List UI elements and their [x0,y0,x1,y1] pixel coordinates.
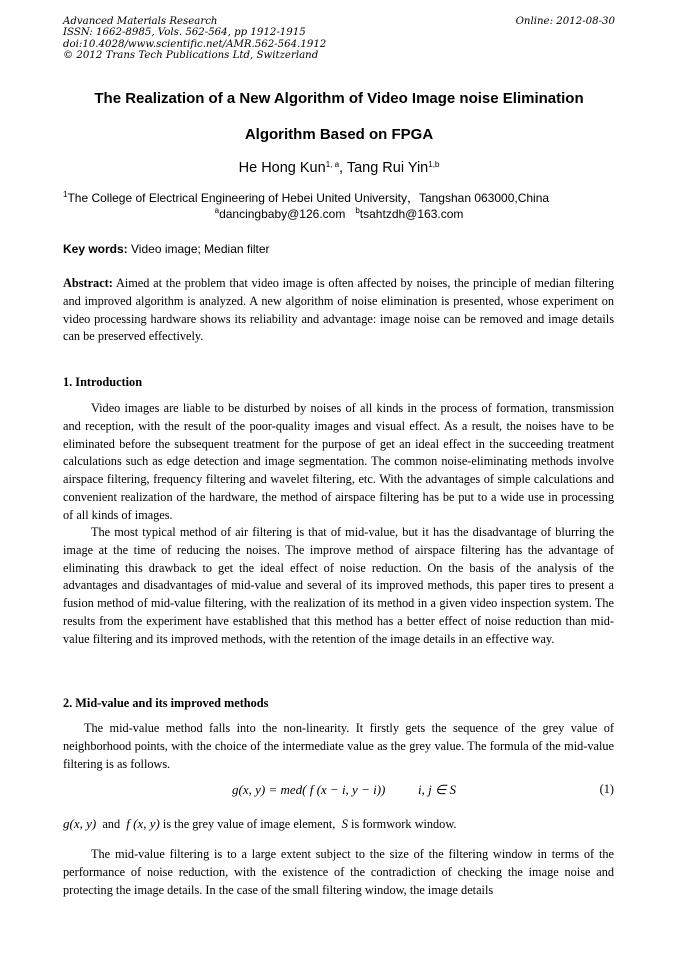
symbol-s: S [341,816,348,831]
def-and: and [96,817,127,831]
affiliation-marker: 1 [63,190,68,199]
issn-line: ISSN: 1662-8985, Vols. 562-564, pp 1912-1915 [63,27,306,39]
email-a[interactable]: dancingbaby@126.com [219,207,346,221]
abstract-label: Abstract: [63,276,113,290]
affiliation [63,189,549,206]
def-mid: is the grey value of image element, [159,817,342,831]
keywords-text: Video image; Median filter [127,242,270,256]
keywords-label: Key words: [63,242,128,256]
journal-name: Advanced Materials Research [63,16,218,27]
author-1: He Hong Kun [238,160,326,176]
paper-title-line-1: The Realization of a New Algorithm of Video Image noise Elimination [94,90,584,107]
section-2-paragraph-1: The mid-value method falls into the non-linearity. It firstly gets the sequence of the grey value of neighborhood points, with the choice of the intermediate value as the grey value. The formula of the mid-value filtering is as follows. [63,721,614,771]
formula-condition: i, j ∈ S [418,782,457,797]
author-2-affil-marker: 1,b [428,160,440,169]
affiliation-text: The College of Electrical Engineering of Hebei United University，Tangshan 063000,China [67,191,550,205]
symbol-definitions [63,816,456,832]
def-end: is formwork window. [347,817,457,831]
author-2: Tang Rui Yin [346,160,429,176]
symbol-g: g(x, y) [63,816,97,831]
author-emails [40,207,638,221]
email-a-marker: a [214,206,220,215]
author-separator: , [339,160,347,176]
symbol-f: f (x, y) [126,816,160,831]
doi-line: doi:10.4028/www.scientific.net/AMR.562-564.1912 [63,38,327,50]
median-filter-formula: g(x, y) = med( f (x − i, y − i)) [232,782,386,797]
email-b-marker: b [355,206,360,215]
copyright-line: © 2012 Trans Tech Publications Ltd, Switzerland [63,49,319,61]
section-1-paragraph-1: Video images are liable to be disturbed by noises of all kinds in the process of formation, transmission and reception, with the result of the poor-quality images and visual effect. As a result, the noises have to be eliminated before the subsequent treatment for the purpose of get an ideal effect in the succeeding treatment calculations such as edge detection and image segmentation. The common noise-eliminating methods involve airspace filtering, frequency filtering and wavelet filtering, etc. With the advantages of simple calculations and convenient realization of the hardware, the method of airspace filtering has be put to a wide use in processing of all kinds of images. [63,401,614,522]
abstract [63,275,614,346]
section-1-heading: 1. Introduction [63,375,143,389]
author-1-affil-marker: 1, a [325,160,340,169]
section-2-heading: 2. Mid-value and its improved methods [63,696,269,710]
keywords [63,242,270,256]
online-date: Online: 2012-08-30 [515,16,615,27]
paper-title-line-2: Algorithm Based on FPGA [244,126,434,143]
section-2-paragraph-2: The mid-value filtering is to a large extent subject to the size of the filtering window in terms of the performance of noise reduction, with the existence of the contradiction of checking the image noise and protecting the image details. In the case of the small filtering window, the image details [63,847,614,897]
author-list [40,160,638,176]
abstract-text: Aimed at the problem that video image is often affected by noises, the principle of median filtering and improved algorithm is analyzed. A new algorithm of noise elimination is presented, whose experiment on video processing hardware shows its reliability and advantage: image noise can be removed and image details can be preserved effectively. [63,276,614,344]
section-1-paragraph-2: The most typical method of air filtering is that of mid-value, but it has the disadvantage of blurring the image at the time of reducing the noises. The improve method of airspace filtering has the advantage of eliminating this drawback to get the ideal effect of noise reduction. On the basis of the analysis of the advantages and disadvantages of mid-value and several of its improved methods, this paper tires to present a fusion method of mid-value filtering, with the realization of its method in a given video inspection system. The results from the experiment have established that this method has a better effect of noise reduction than mid-value filtering and its improved methods, with the retention of the image details in an effective way. [63,525,614,646]
email-b[interactable]: tsahtzdh@163.com [359,207,464,221]
journal-header [63,16,326,61]
equation-number: (1) [599,782,614,796]
